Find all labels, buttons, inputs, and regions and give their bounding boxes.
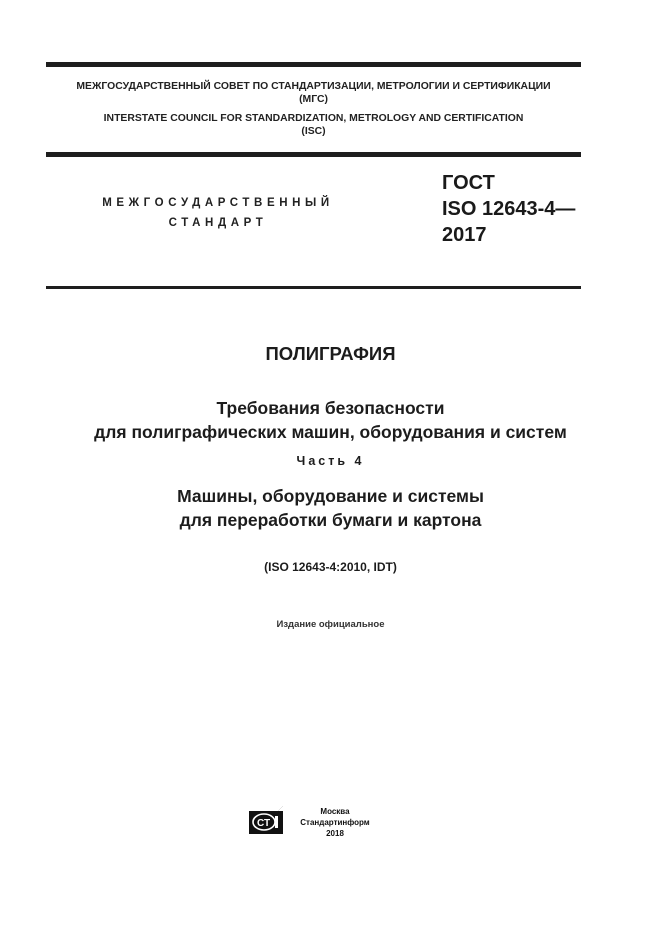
subtitle-line2: для полиграфических машин, оборудования и систем xyxy=(94,422,567,442)
gost-designation xyxy=(442,170,575,248)
part-title-line1: Машины, оборудование и системы xyxy=(177,486,484,506)
standartinform-logo-icon xyxy=(248,805,284,835)
part-title-line2: для переработки бумаги и картона xyxy=(179,510,482,530)
top-rule xyxy=(46,62,581,67)
publisher-year: 2018 xyxy=(326,829,344,838)
edition-label: Издание официальное xyxy=(276,619,385,630)
designation-rule xyxy=(46,286,581,289)
council-abbr-ru: (МГС) xyxy=(299,94,328,105)
standard-type-line1: МЕЖГОСУДАРСТВЕННЫЙ xyxy=(102,197,334,209)
subtitle-line1: Требования безопасности xyxy=(216,398,445,418)
header-bottom-rule xyxy=(46,152,581,157)
gost-line3: 2017 xyxy=(442,224,487,246)
council-name-ru-text: МЕЖГОСУДАРСТВЕННЫЙ СОВЕТ ПО СТАНДАРТИЗАЦИИ, МЕТРОЛОГИИ И СЕРТИФИКАЦИИ xyxy=(76,81,551,92)
council-abbr-en: (ISC) xyxy=(301,126,326,137)
svg-text:СТ: СТ xyxy=(257,818,271,829)
publisher-info xyxy=(295,806,375,839)
part-number: Часть 4 xyxy=(296,454,365,468)
publisher-city: Москва xyxy=(320,807,350,816)
standard-type xyxy=(46,193,386,233)
document-subtitle xyxy=(0,396,661,444)
gost-line1: ГОСТ xyxy=(442,172,495,194)
gost-line2: ISO 12643-4— xyxy=(442,198,576,220)
standard-type-line2: СТАНДАРТ xyxy=(168,217,268,229)
council-name-ru xyxy=(46,80,581,106)
publisher-name: Стандартинформ xyxy=(300,818,370,827)
part-title xyxy=(0,484,661,532)
iso-reference: (ISO 12643-4:2010, IDT) xyxy=(264,560,397,574)
council-name-en xyxy=(46,112,581,138)
council-name-en-text: INTERSTATE COUNCIL FOR STANDARDIZATION, METROLOGY AND CERTIFICATION xyxy=(103,113,524,124)
document-title: ПОЛИГРАФИЯ xyxy=(265,343,396,364)
